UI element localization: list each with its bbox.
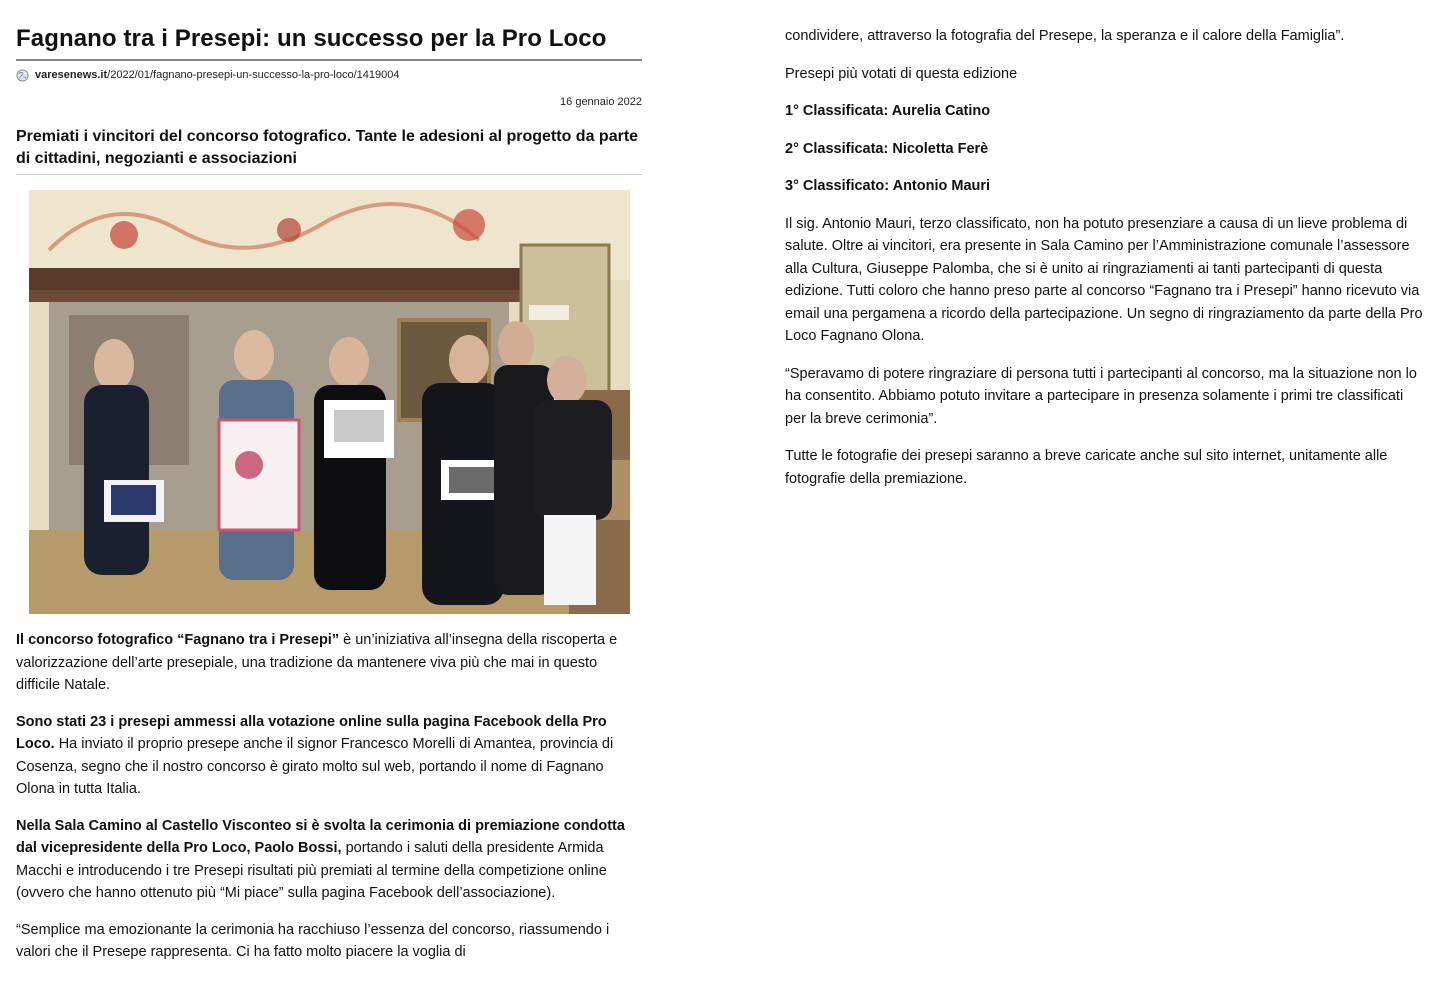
article-photo bbox=[29, 190, 630, 614]
paragraph-mauri: Il sig. Antonio Mauri, terzo classificato, non ha potuto presenziare a causa di un lieve problema di salute. Oltre ai vincitori, era presente in Sala Camino per l’Amministrazione comunale l’assessore alla Cultura, Giuseppe Palomba, che si è unito ai ringraziamenti ai tanti partecipanti di questa edizione. Tutti coloro che hanno preso parte al concorso “Fagnano tra i Presepi” hanno ricevuto via email una pergamena a ricordo della partecipazione. Un segno di ringraziamento da parte della Pro Loco Fagnano Olona. bbox=[785, 215, 1423, 344]
votes-rest: Ha inviato il proprio presepe anche il signor Francesco Morelli di Amantea, provincia di Cosenza, segno che il nostro concorso è girato molto sul web, portando il nome di Fagnano Olona in tutta Italia. bbox=[16, 736, 614, 797]
left-column bbox=[16, 0, 642, 978]
article-subtitle: Premiati i vincitori del concorso fotografico. Tante le adesioni al progetto da parte di cittadini, negozianti e associazioni bbox=[16, 128, 639, 167]
paragraph-intro bbox=[16, 629, 642, 697]
ceremony-rest: portando i saluti della presidente Armida Macchi e introducendo i tre Presepi risultati più premiati al termine della competizione online (ovvero che hanno ottenuto più “Mi piace” sulla pagina Facebook dell’associazione). bbox=[16, 840, 607, 901]
right-column bbox=[785, 0, 1425, 505]
paragraph-quote-cont: condividere, attraverso la fotografia del Presepe, la speranza e il calore della Famiglia”. bbox=[785, 28, 1345, 44]
photo-illustration bbox=[29, 190, 630, 614]
left-body bbox=[16, 629, 642, 964]
paragraph-thanks-quote: “Speravamo di potere ringraziare di persona tutti i partecipanti al concorso, ma la situazione non lo ha consentito. Abbiamo potuto invitare a partecipare in presenza solamente i primi tre classificati per la breve cerimonia”. bbox=[785, 365, 1417, 427]
article-date: 16 gennaio 2022 bbox=[560, 96, 642, 108]
intro-rest: è un’iniziativa all’insegna della riscoperta e valorizzazione dell’arte presepiale, una tradizione da mantenere viva più che mai in questo difficile Natale. bbox=[16, 632, 618, 693]
paragraph-quote: “Semplice ma emozionante la cerimonia ha racchiuso l’essenza del concorso, riassumendo i valori che il Presepe rappresenta. Ci ha fatto molto piacere la voglia di bbox=[16, 921, 610, 960]
rank-third: 3° Classificato: Antonio Mauri bbox=[785, 178, 991, 194]
article-title: Fagnano tra i Presepi: un successo per la Pro Loco bbox=[16, 25, 607, 52]
source-domain: varesenews.it bbox=[35, 69, 108, 81]
paragraph-ceremony bbox=[16, 815, 642, 905]
rank-first: 1° Classificata: Aurelia Catino bbox=[785, 103, 991, 119]
ceremony-bold: Nella Sala Camino al Castello Visconteo si è svolta la cerimonia di premiazione condotta dal vicepresidente della Pro Loco, Paolo Bossi, bbox=[16, 817, 625, 856]
source-link[interactable] bbox=[16, 66, 642, 84]
right-body bbox=[785, 0, 1425, 490]
subtitle-divider bbox=[16, 174, 642, 175]
rank-second: 2° Classificata: Nicoletta Ferè bbox=[785, 140, 989, 157]
title-divider bbox=[16, 59, 642, 61]
globe-icon bbox=[16, 69, 29, 82]
intro-bold: Il concorso fotografico “Fagnano tra i Presepi” bbox=[16, 632, 340, 648]
votes-bold: Sono stati 23 i presepi ammessi alla votazione online sulla pagina Facebook della Pro Loco. bbox=[16, 713, 607, 752]
paragraph-winners-heading: Presepi più votati di questa edizione bbox=[785, 65, 1018, 82]
paragraph-votes bbox=[16, 711, 642, 801]
paragraph-closing: Tutte le fotografie dei presepi saranno a breve caricate anche sul sito internet, unitamente alle fotografie della premiazione. bbox=[785, 448, 1388, 487]
source-path: /2022/01/fagnano-presepi-un-successo-la-pro-loco/1419004 bbox=[107, 69, 400, 81]
